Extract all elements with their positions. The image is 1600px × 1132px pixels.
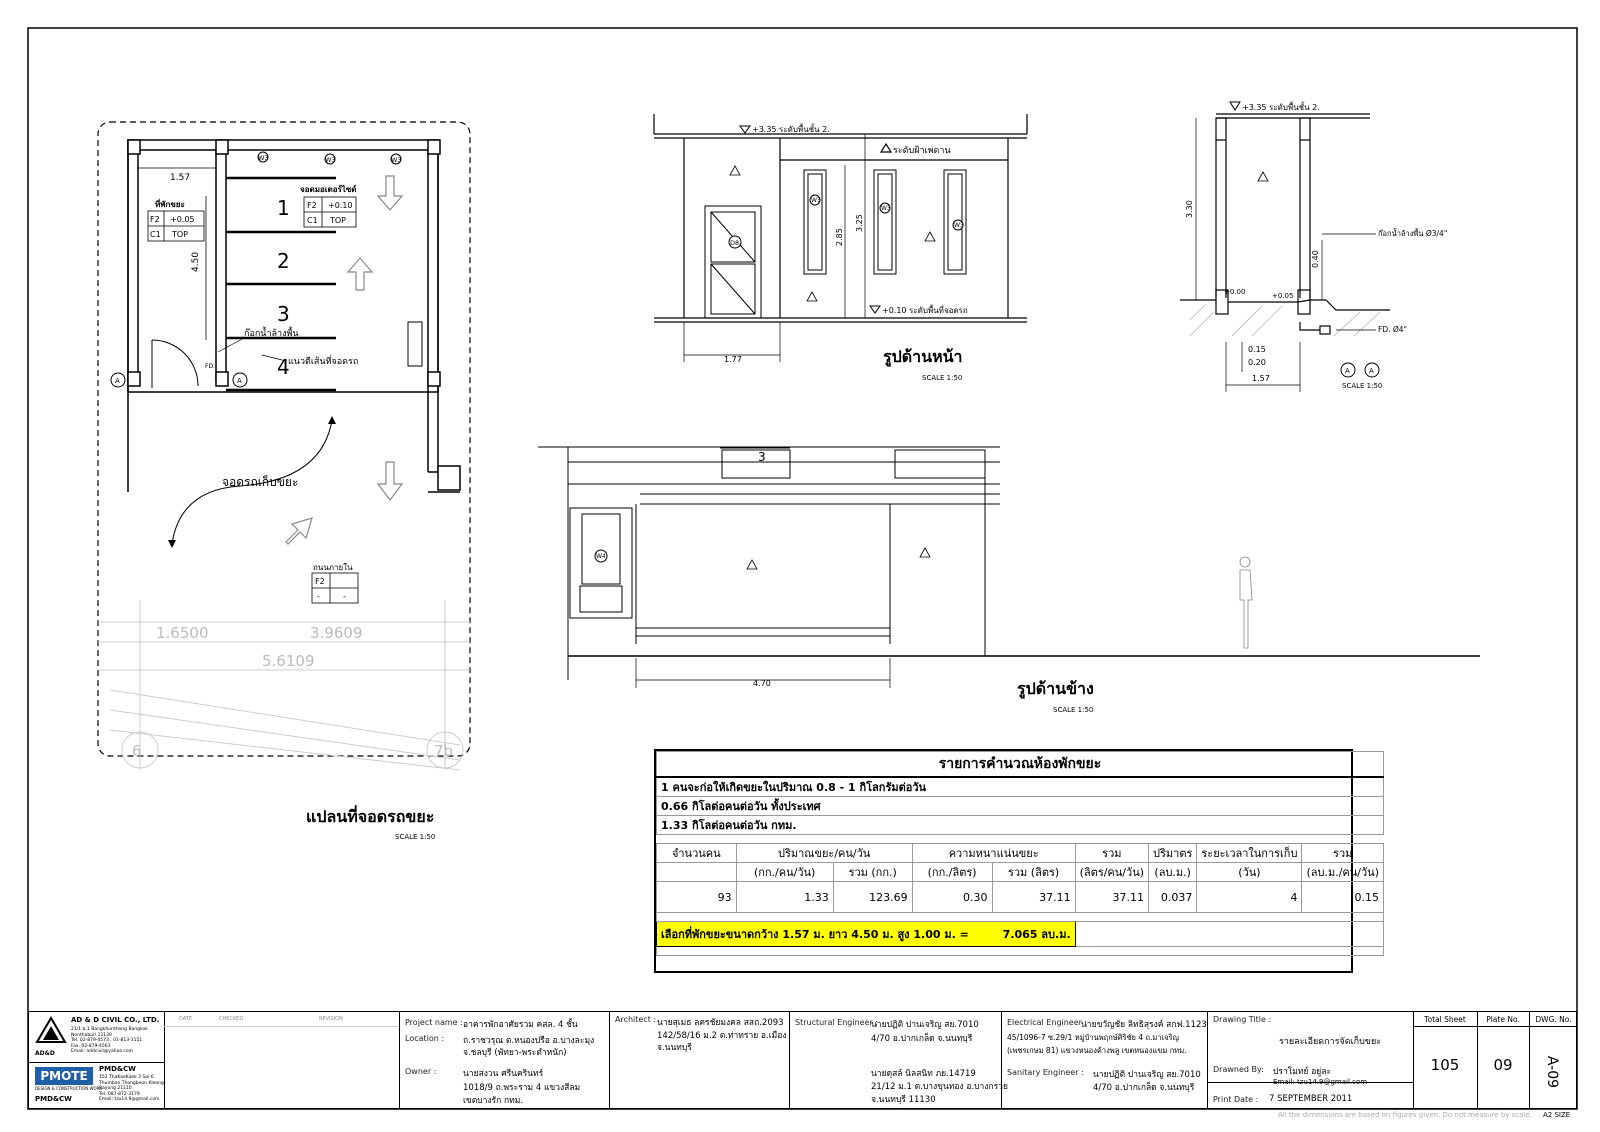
structural2-line: 21/12 ม.1 ต.บางขุนทอง อ.บางกรวย [871,1082,1008,1092]
plan-moto-ceil-code: C1 [307,216,318,225]
calc-subheader: (ลิตร/คน/วัน) [1075,863,1148,882]
calc-header: ปริมาณขยะ/คน/วัน [736,844,912,863]
section-mark: A [1345,367,1350,375]
ghost-grid: 6 [132,742,142,760]
front-level-top: +3.35 ระดับพื้นชั้น 2. [752,125,830,134]
front-dim-h1: 2.85 [835,228,844,246]
side-window-tag: W4 [596,553,606,560]
front-window-tag: W3 [881,205,891,212]
calc-cell: 37.11 [1075,882,1148,913]
plan-room-tag-name: ที่พักขยะ [155,200,185,209]
structural-label: Structural Engineer : [795,1018,879,1027]
plan-moto-ceil-val: TOP [330,216,347,225]
side-dim-w: 4.70 [753,679,771,688]
front-level-ceiling: ระดับฝ้าเพดาน [893,146,951,156]
plate-no-label: Plate No. [1486,1015,1520,1024]
section-dim-040: 0.40 [1311,250,1320,268]
structural2-line: นายดุสล์ นิลสนิท ภย.14719 [871,1069,976,1079]
drawing-title: รายละเอียดการจัดเก็บขยะ [1279,1037,1382,1047]
calc-subheader: (กก./ลิตร) [912,863,992,882]
section-mark: A [237,377,242,385]
calc-subheader: รวม (ลิตร) [992,863,1075,882]
calc-subheader: (วัน) [1197,863,1302,882]
front-door-tag: D8 [730,239,740,247]
calc-subheader: (ลบ.ม.) [1149,863,1197,882]
ghost-grid: 7b [434,742,454,760]
structural-line: นายปฏิติ ปานเจริญ สย.7010 [871,1020,979,1030]
ghost-dim: 3.9609 [310,624,363,642]
section-dim-h: 3.30 [1185,200,1194,218]
plan-room-ceil-code: C1 [150,230,161,239]
calc-note: 0.66 กิโลต่อคนต่อวัน ทั้งประเทศ [657,797,1384,816]
section-view [1180,101,1447,392]
architect-line: จ.นนทบุรี [657,1043,692,1053]
side-elevation [538,447,1480,714]
sanitary-label: Sanitary Engineer : [1007,1068,1084,1077]
plan-road-ceil-val: - [343,592,346,601]
front-dim-w: 1.77 [724,355,742,364]
drawn-by-label: Drawned By: [1213,1065,1264,1074]
section-tap-label: ก๊อกน้ำล้างพื้น Ø3/4" [1378,229,1448,238]
electrical-line: 45/1096-7 ซ.29/1 หมู่บ้านพฤกษ์ศิริชัย 4 ถ.มาเจริญ [1007,1033,1179,1042]
front-elevation [654,114,1027,382]
pmd-address-line: 152 ThaKaeKaek 2 Soi 6 [99,1075,154,1080]
structural2-line: จ.นนทบุรี 11130 [871,1095,936,1105]
pmd-address-line: Rayong 21110 [99,1086,132,1091]
company-logo-text: AD&D [35,1050,55,1057]
drawn-by: ปราโมทย์ อยู่ละ [1273,1067,1332,1077]
section-mark: A [115,377,120,385]
section-level-top: +3.35 ระดับพื้นชั้น 2. [1242,103,1320,112]
front-level-floor: +0.10 ระดับพื้นที่จอดรถ [882,306,968,315]
plan-window-tag: W3 [258,154,269,162]
owner-label: Owner : [405,1067,437,1076]
plan-truck-label: จอดรถเก็บขยะ [222,475,299,489]
pmd-logo: PMD&CW [35,1095,72,1103]
side-tag: 3 [758,450,766,464]
side-title: รูปด้านข้าง [1017,679,1094,698]
plan-moto-tag-name: จอดมอเตอร์ไซต์ [300,185,357,194]
dwg-no: A-09 [1544,1055,1561,1089]
architect-line: นายสุเมธ ลครชัยมงคล สสถ.2093 [657,1018,784,1028]
architect-label: Architect : [615,1015,657,1024]
company-logo [35,1016,67,1057]
calc-note: 1 คนจะก่อให้เกิดขยะในปริมาณ 0.8 - 1 กิโลกรัมต่อวัน [657,777,1384,797]
project-name: อาคารพักอาศัยรวม คสล. 4 ชั้น [463,1020,578,1030]
front-scale: SCALE 1:50 [922,374,963,382]
plan-tap-label: ก๊อกน้ำล้างพื้น [244,329,299,339]
electrical-line: (เพชรเกษม 81) แขวงหนองค้างพลู เขตหนองแขม กทม. [1007,1046,1187,1055]
pmd-address-line: Tel. 087-872-3179 [99,1091,140,1097]
plan-scale: SCALE 1:50 [395,833,436,841]
drawn-by-email: Email: tzu14.9@gmail.com [1273,1078,1368,1086]
front-title: รูปด้านหน้า [883,347,963,366]
structural-line: 4/70 อ.ปากเกล็ด จ.นนทบุรี [871,1034,973,1044]
section-dim: 1.57 [1252,374,1270,383]
plan-moto-floor-code: F2 [307,201,317,210]
pmd-address [99,1075,164,1103]
plan-line-label: แนวตีเส้นที่จอดรถ [288,357,359,367]
title-block [28,1011,1577,1109]
owner-line: นายสงวน ศรีนครินทร์ [463,1069,544,1079]
rev-header-date: DATE [179,1016,193,1022]
ghost-dim: 5.6109 [262,652,315,670]
section-fd-label: FD. Ø4" [1378,325,1407,334]
calc-cell: 93 [657,882,737,913]
parking-bay-number: 4 [277,355,290,379]
total-sheet: 105 [1430,1056,1460,1074]
section-level-000: +0.00 [1224,288,1246,296]
company-address-line: Nonthaburi 11130 [71,1032,112,1038]
section-level-005: +0.05 [1272,292,1294,300]
calc-cell: 37.11 [992,882,1075,913]
dwg-no-label: DWG. No. [1535,1015,1572,1024]
calc-note: 1.33 กิโลต่อคนต่อวัน กทม. [657,816,1384,835]
sanitary-line: 4/70 อ.ปากเกล็ด จ.นนทบุรี [1093,1083,1195,1093]
location-line: จ.ชลบุรี (พัทยา-พระตำหนัก) [463,1048,567,1058]
calc-header: ปริมาตร [1149,844,1197,863]
calc-cell: 1.33 [736,882,833,913]
front-window-tag: W3 [811,197,821,204]
calc-header: รวม [1302,844,1384,863]
plan-room-floor-val: +0.05 [170,215,195,224]
company-address-line: Fax. 02-879-4563 [71,1043,111,1049]
calc-header: จำนวนคน [657,844,737,863]
parking-bay-number: 2 [277,249,290,273]
calc-table [654,749,1379,973]
company-address-line: Email: addcivil@yahoo.com [71,1049,134,1054]
section-scale: SCALE 1:50 [1342,382,1383,390]
calc-header: ความหนาแน่นขยะ [912,844,1075,863]
plan-fd-label: FD. [205,363,215,370]
pmd-address-line: Email: tzu14.9@gmail.com [99,1097,160,1102]
plan-dim-depth: 4.50 [191,251,201,272]
plan-title: แปลนที่จอดรถขยะ [306,807,435,826]
side-scale: SCALE 1:50 [1053,706,1094,714]
calc-cell: 123.69 [833,882,912,913]
print-date: 7 SEPTEMBER 2011 [1269,1094,1353,1104]
calc-header: ระยะเวลาในการเก็บ [1197,844,1302,863]
front-dim-h2: 3.25 [855,214,864,232]
pmd-address-line: Thumbon Thongbeon Kleong [99,1080,164,1086]
company-address [71,1027,148,1055]
company-name: AD & D CIVIL CO., LTD. [71,1016,160,1024]
total-sheet-label: Total Sheet [1424,1015,1466,1024]
location-label: Location : [405,1034,445,1043]
calc-selection-text: เลือกที่พักขยะขนาดกว้าง 1.57 ม. ยาว 4.50 ม. สูง 1.00 ม. = [661,928,969,941]
electrical-line: นายขวัญชัย ลิทธิสุรงค์ สกฟ.1123 [1081,1020,1207,1030]
sanitary-line: นายปฏิติ ปานเจริญ สย.7010 [1093,1070,1201,1080]
plan-window-tag: W3 [325,156,336,164]
owner-line: เขตบางรัก กทม. [463,1096,524,1106]
parking-bay-number: 1 [277,196,290,220]
plan-dim-width: 1.57 [170,173,191,183]
pmd-name: PMD&CW [99,1065,136,1073]
footer-size: A2 SIZE [1543,1111,1571,1119]
plan-road-ceil-code: - [317,592,320,601]
drawing-title-label: Drawing Title : [1213,1015,1272,1024]
rev-header-checked: CHECKED [219,1016,244,1022]
section-dim: 0.15 [1248,345,1266,354]
rev-header-revision: REVISION [319,1016,343,1022]
location-line: ถ.ราชวรุณ ต.หนองปรือ อ.บางละมุง [463,1036,595,1046]
plate-no: 09 [1493,1056,1513,1074]
print-date-label: Print Date : [1213,1095,1259,1104]
parking-bay-number: 3 [277,302,290,326]
calc-cell: 0.30 [912,882,992,913]
plan-view [98,122,470,841]
footer-note: All the dimensions are based on figures given. Do not measure by scale. [1278,1111,1532,1119]
calc-title: รายการคำนวณห้องพักขยะ [657,752,1384,778]
company-address-line: 21/1 ม.1 Bangkhunthong Bangkok [71,1027,148,1032]
owner-line: 1018/9 ถ.พระราม 4 แขวงสีลม [463,1083,581,1093]
plan-road-floor-code: F2 [315,577,325,586]
plan-room-ceil-val: TOP [172,230,189,239]
calc-cell: 0.037 [1149,882,1197,913]
calc-cell: 4 [1197,882,1302,913]
calc-subheader: (กก./คน/วัน) [736,863,833,882]
section-mark: A [1369,367,1374,375]
pmote-logo: PMOTE [35,1067,93,1085]
architect-line: 142/58/16 ม.2 ต.ท่าทราย อ.เมือง [657,1031,787,1041]
plan-moto-floor-val: +0.10 [328,201,353,210]
calc-subheader: (ลบ.ม./คน/วัน) [1302,863,1384,882]
calc-selection [657,922,1076,947]
project-label: Project name : [405,1018,463,1027]
section-dim: 0.20 [1248,358,1266,367]
plan-window-tag: W3 [391,156,402,164]
front-window-tag: W3 [954,222,964,229]
calc-header: รวม [1075,844,1148,863]
pmote-subtitle: DESIGN & CONSTRUCTION WORK [35,1086,103,1091]
ghost-dim: 1.6500 [156,624,209,642]
electrical-label: Electrical Engineer : [1007,1018,1088,1027]
calc-selection-value: 7.065 ลบ.ม. [1002,928,1071,941]
calc-cell: 0.15 [1302,882,1384,913]
company-address-line: Tel. 02-879-4573 , 01-813-3151 [71,1038,143,1043]
plan-road-tag-name: ถนนภายใน [313,563,353,572]
calc-subheader: รวม (กก.) [833,863,912,882]
plan-room-floor-code: F2 [150,215,160,224]
